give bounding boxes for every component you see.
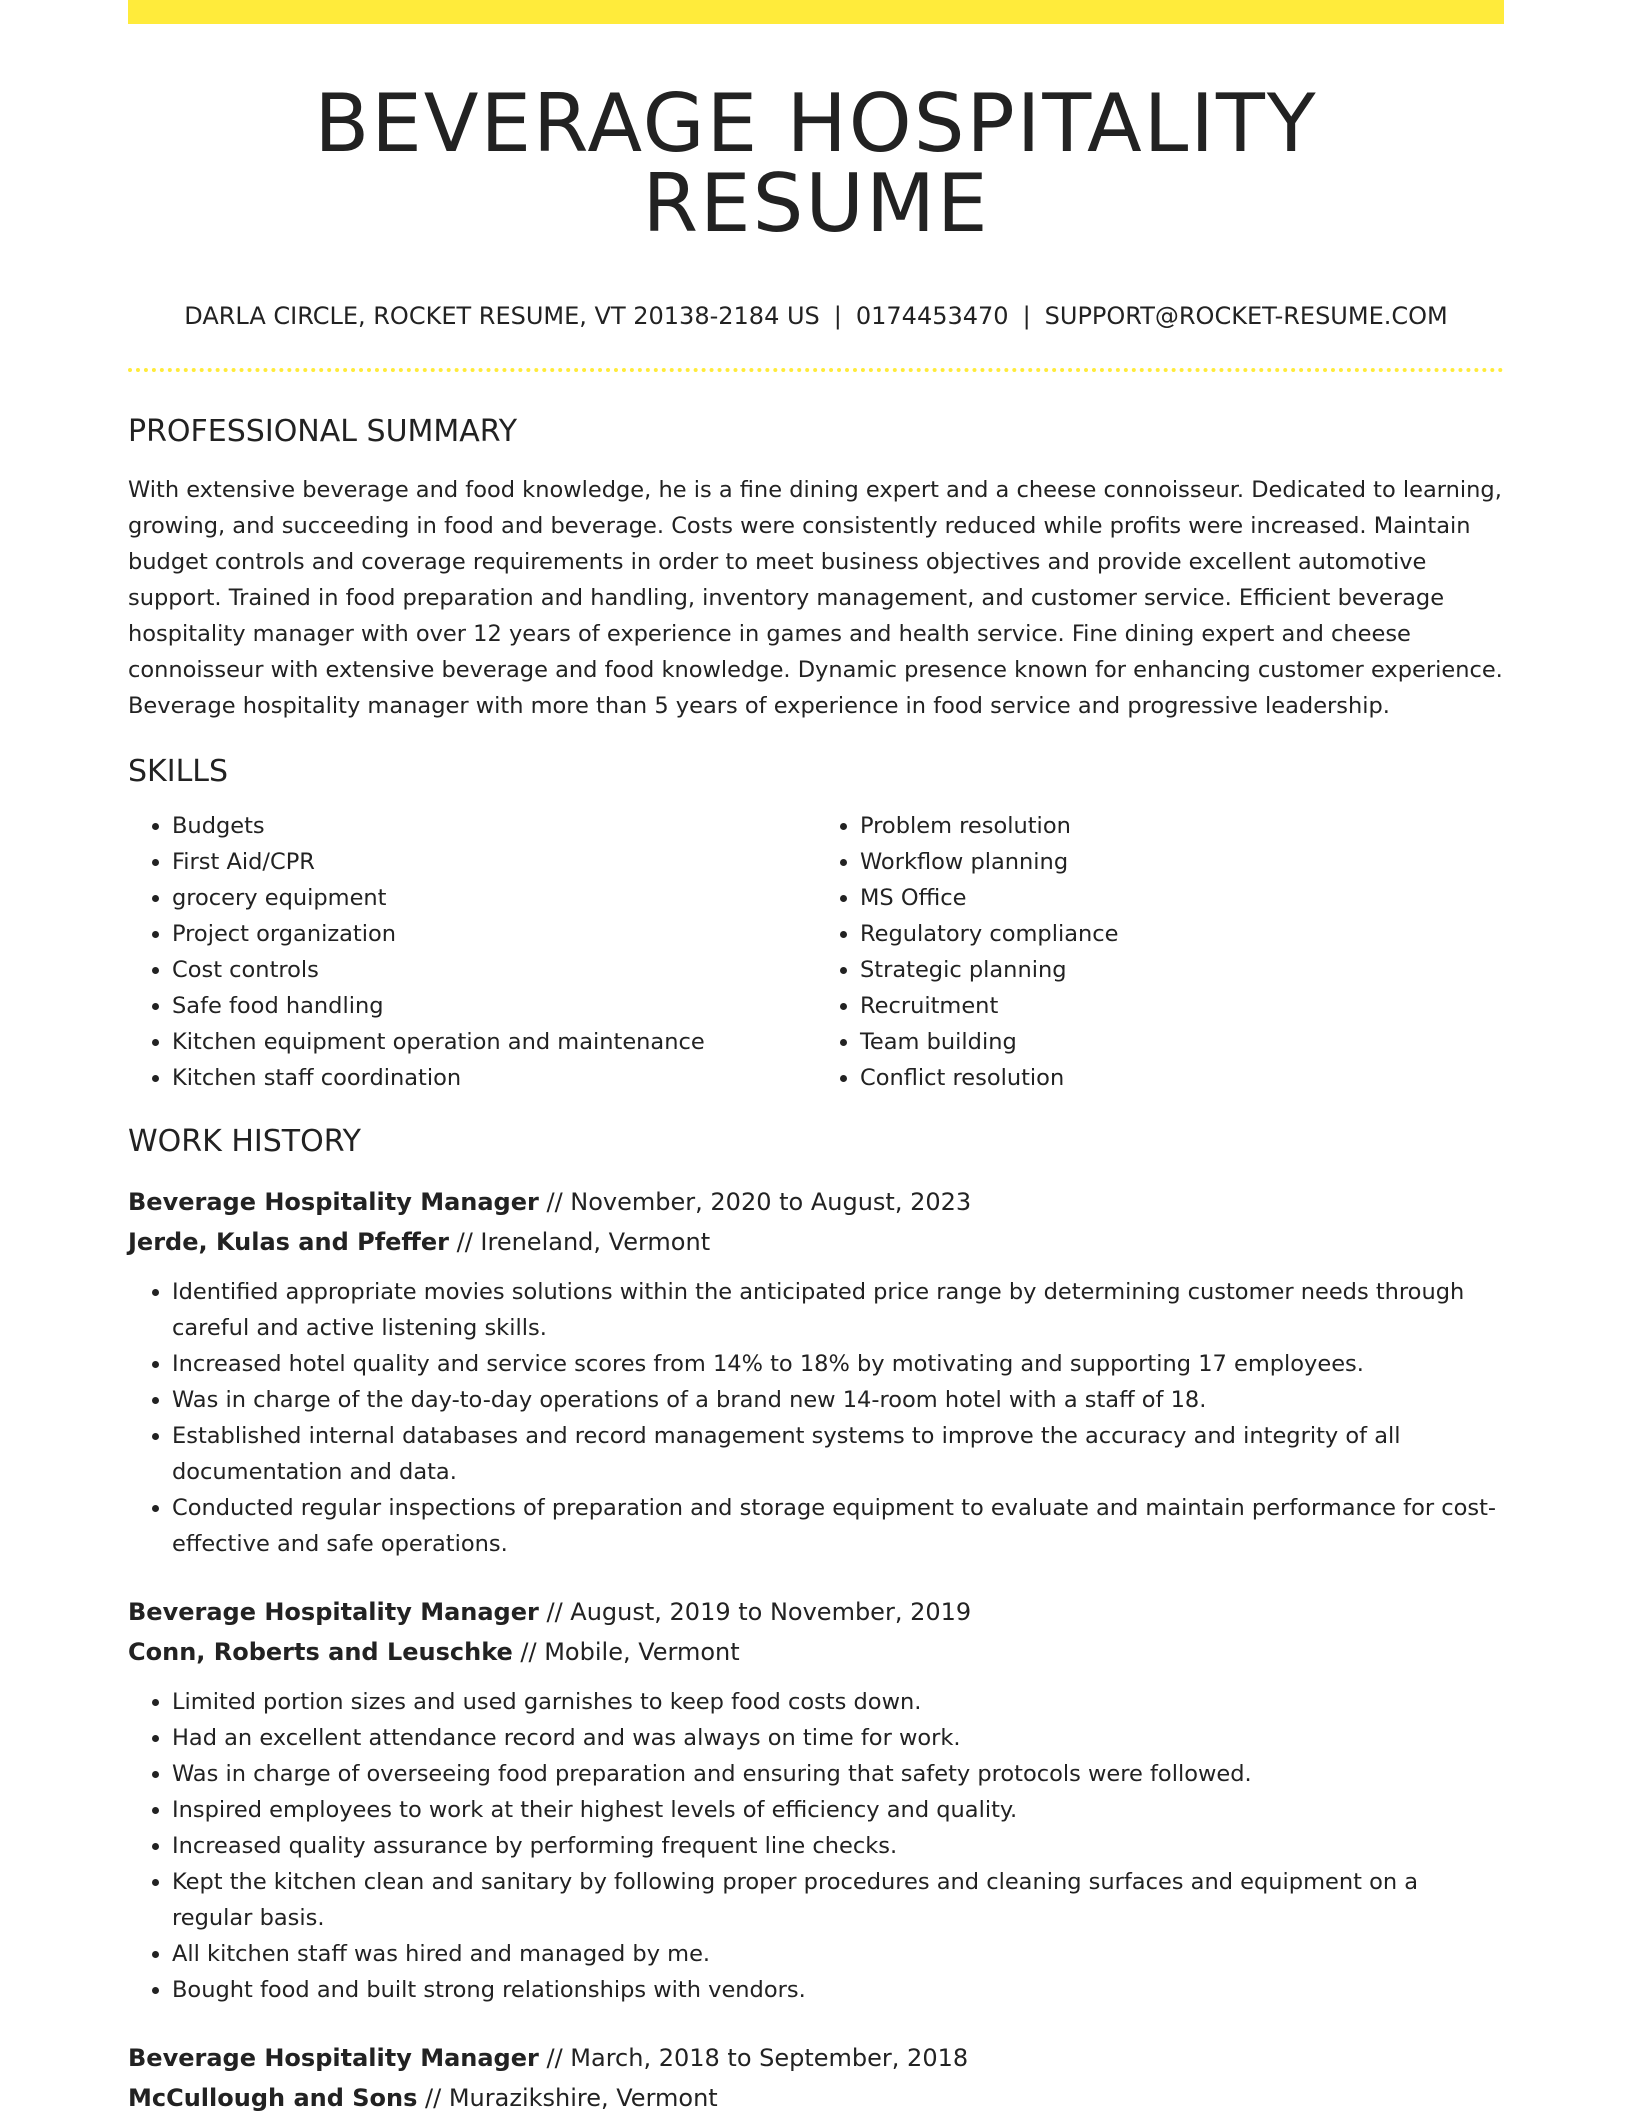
job-dates: // August, 2019 to November, 2019 [538, 1598, 972, 1626]
summary-heading: PROFESSIONAL SUMMARY [128, 414, 518, 449]
work-history-heading: WORK HISTORY [128, 1124, 361, 1159]
job-bullet: • Was in charge of the day-to-day operations of a brand new 14-room hotel with a staff of 18. [172, 1382, 1504, 1418]
skills-list [128, 808, 1504, 1096]
job-location: // Ireneland, Vermont [448, 1228, 711, 1256]
contact-address: DARLA CIRCLE, ROCKET RESUME, VT 20138-2184 US [184, 302, 820, 330]
job-company: Conn, Roberts and Leuschke [128, 1638, 513, 1666]
job-bullet: • Was in charge of overseeing food preparation and ensuring that safety protocols were followed. [172, 1756, 1504, 1792]
job-role: Beverage Hospitality Manager [128, 2044, 539, 2072]
skill-item: • Kitchen equipment operation and maintenance [172, 1024, 816, 1060]
job-bullet: • Limited portion sizes and used garnishes to keep food costs down. [172, 1684, 1504, 1720]
job-bullet: • Conducted regular inspections of preparation and storage equipment to evaluate and maintain performance for cost-effective and safe operations. [172, 1490, 1504, 1562]
job-role-line [128, 1182, 1504, 1222]
skill-item: • Team building [860, 1024, 1504, 1060]
job-bullet: • Inspired employees to work at their highest levels of efficiency and quality. [172, 1792, 1504, 1828]
job-entry [128, 1182, 1504, 1562]
job-bullet: • Identified appropriate movies solutions within the anticipated price range by determining customer needs through careful and active listening skills. [172, 1274, 1504, 1346]
skill-item: • Kitchen staff coordination [172, 1060, 816, 1096]
skill-item: • grocery equipment [172, 880, 816, 916]
job-dates: // November, 2020 to August, 2023 [538, 1188, 972, 1216]
job-entry [128, 2038, 1504, 2118]
job-bullet: • Had an excellent attendance record and was always on time for work. [172, 1720, 1504, 1756]
job-bullets [128, 1684, 1504, 2008]
job-company-line [128, 2078, 1504, 2118]
contact-phone: 0174453470 [855, 302, 1009, 330]
job-bullet: • Established internal databases and record management systems to improve the accuracy and integrity of all documentation and data. [172, 1418, 1504, 1490]
resume-title: BEVERAGE HOSPITALITY RESUME [314, 77, 1318, 250]
skill-item: • Workflow planning [860, 844, 1504, 880]
job-role-line [128, 1592, 1504, 1632]
job-bullet: • All kitchen staff was hired and managed by me. [172, 1936, 1504, 1972]
job-role: Beverage Hospitality Manager [128, 1598, 539, 1626]
contact-separator: | [1022, 302, 1031, 330]
job-dates: // March, 2018 to September, 2018 [538, 2044, 969, 2072]
skill-item: • Safe food handling [172, 988, 816, 1024]
job-bullets [128, 1274, 1504, 1562]
skill-item: • First Aid/CPR [172, 844, 816, 880]
job-location: // Mobile, Vermont [512, 1638, 740, 1666]
contact-email: SUPPORT@ROCKET-RESUME.COM [1044, 302, 1448, 330]
job-role: Beverage Hospitality Manager [128, 1188, 539, 1216]
job-company: McCullough and Sons [128, 2084, 418, 2112]
contact-line [128, 302, 1504, 330]
job-bullet: • Increased hotel quality and service scores from 14% to 18% by motivating and supporting 17 employees. [172, 1346, 1504, 1382]
job-location: // Murazikshire, Vermont [417, 2084, 718, 2112]
skills-column-right [816, 808, 1504, 1096]
job-entry [128, 1592, 1504, 2008]
skills-heading: SKILLS [128, 754, 229, 789]
skill-item: • Regulatory compliance [860, 916, 1504, 952]
skill-item: • Budgets [172, 808, 816, 844]
skill-item: • Conflict resolution [860, 1060, 1504, 1096]
skills-column-left [128, 808, 816, 1096]
skill-item: • Problem resolution [860, 808, 1504, 844]
skill-item: • Project organization [172, 916, 816, 952]
accent-bar [128, 0, 1504, 24]
summary-text: With extensive beverage and food knowledge, he is a fine dining expert and a cheese connoisseur. Dedicated to learning, growing, and succeeding in food and beverage. Costs were consistently reduced while profits were increased. Maintain budget controls and coverage requirements in order to meet business objectives and provide excellent automotive support. Trained in food preparation and handling, inventory management, and customer service. Efficient beverage hospitality manager with over 12 years of experience in games and health service. Fine dining expert and cheese connoisseur with extensive beverage and food knowledge. Dynamic presence known for enhancing customer experience. Beverage hospitality manager with more than 5 years of experience in food service and progressive leadership. [128, 477, 1503, 719]
job-company: Jerde, Kulas and Pfeffer [128, 1228, 449, 1256]
skill-item: • MS Office [860, 880, 1504, 916]
contact-separator: | [833, 302, 842, 330]
job-role-line [128, 2038, 1504, 2078]
job-bullet: • Kept the kitchen clean and sanitary by following proper procedures and cleaning surfaces and equipment on a regular basis. [172, 1864, 1504, 1936]
resume-page [128, 0, 1504, 2118]
skill-item: • Cost controls [172, 952, 816, 988]
skill-item: • Strategic planning [860, 952, 1504, 988]
skill-item: • Recruitment [860, 988, 1504, 1024]
job-bullet: • Increased quality assurance by performing frequent line checks. [172, 1828, 1504, 1864]
job-company-line [128, 1632, 1504, 1672]
job-bullet: • Bought food and built strong relationships with vendors. [172, 1972, 1504, 2008]
dotted-divider [128, 368, 1504, 372]
job-company-line [128, 1222, 1504, 1262]
